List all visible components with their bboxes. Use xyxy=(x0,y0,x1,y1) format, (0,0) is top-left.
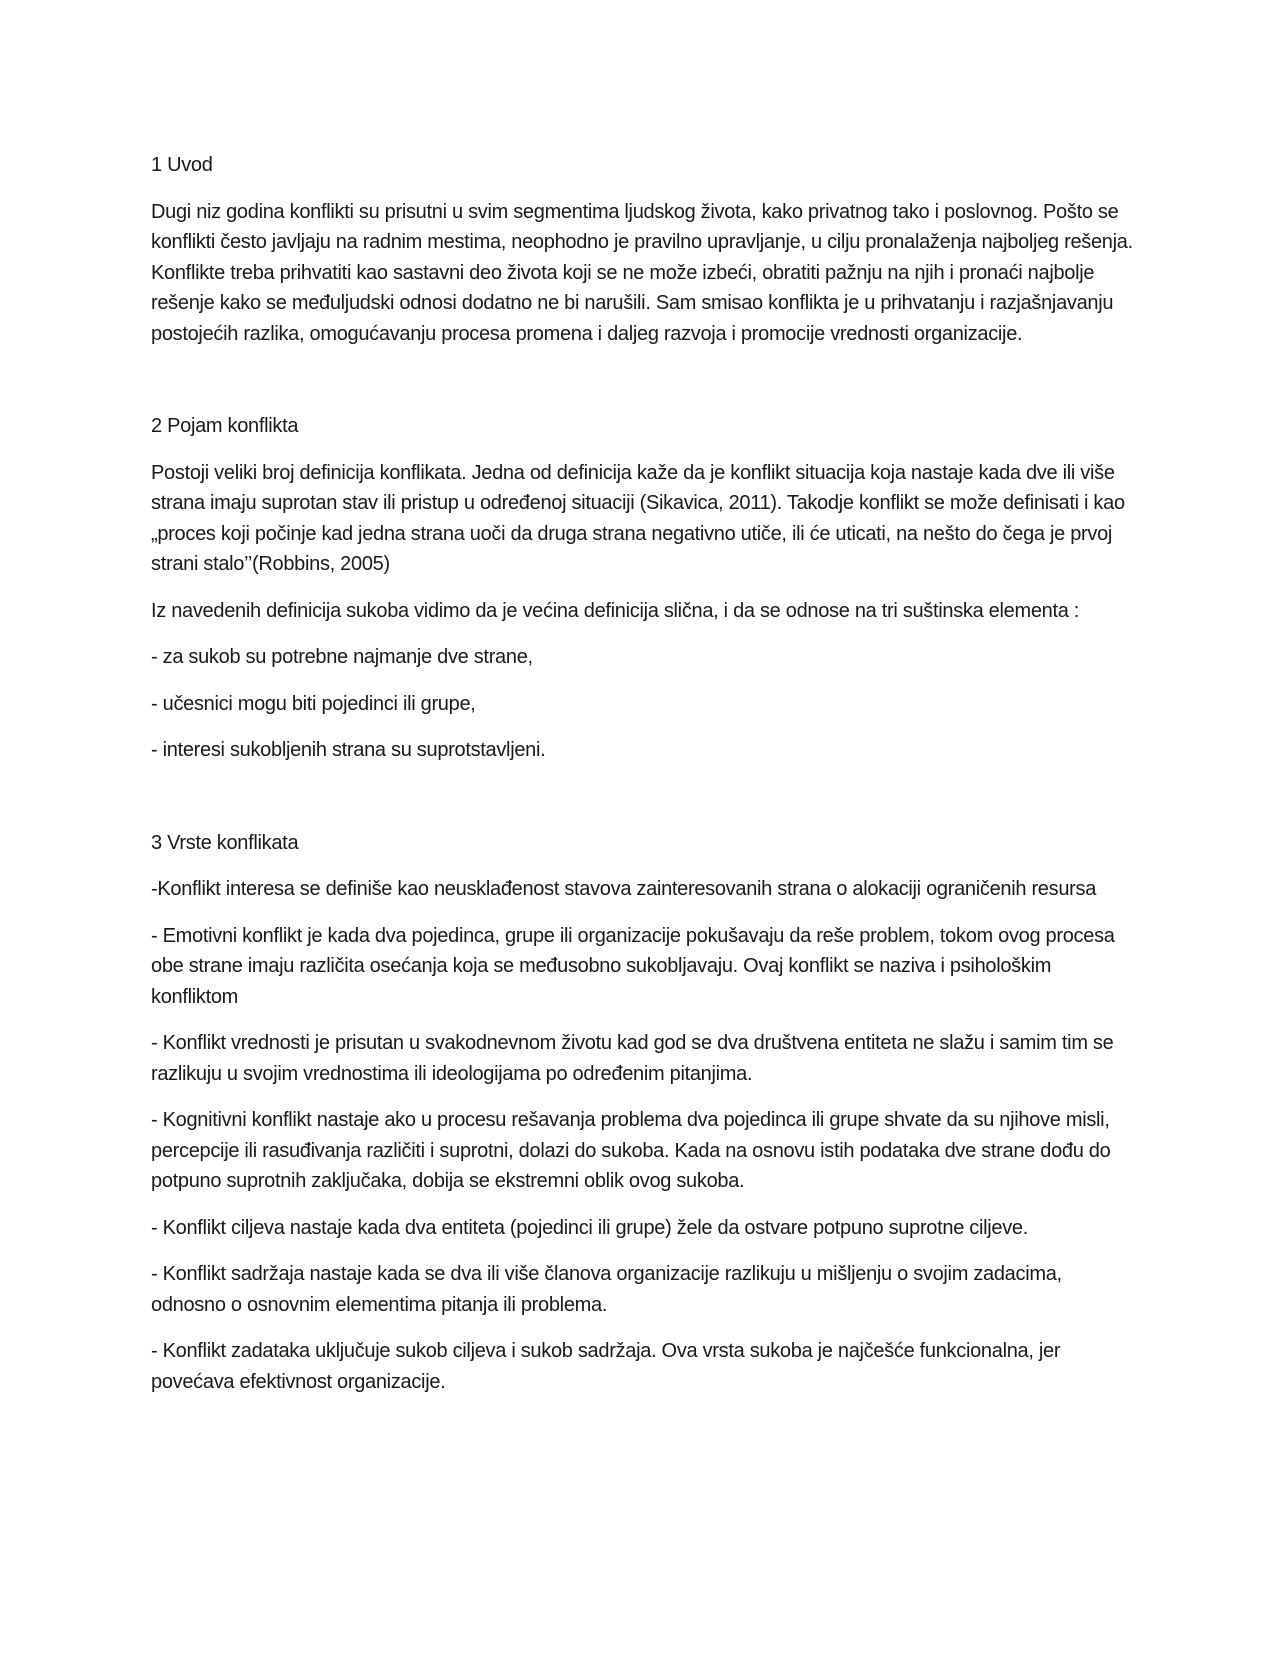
paragraph-elementi-intro: Iz navedenih definicija sukoba vidimo da je većina definicija slična, i da se odnose na tri suštinska elementa : xyxy=(151,599,1080,622)
section-heading-pojam-konflikta: 2 Pojam konflikta xyxy=(151,415,299,437)
list-item-konflikt-sadrzaja: - Konflikt sadržaja nastaje kada se dva ili više članova organizacije razlikuju u mišljenju o svojim zadacima, odnosno o osnovnim elementima pitanja ili problema. xyxy=(151,1263,1062,1316)
section-spacer xyxy=(151,782,1136,828)
list-item-konflikt-vrednosti: - Konflikt vrednosti je prisutan u svakodnevnom životu kad god se dva društvena entiteta ne slažu i samim tim se razlikuju u svojim vrednostima ili ideologijama po određenim pitanjima. xyxy=(151,1032,1114,1085)
list-item-element-3: - interesi sukobljenih strana su suprotstavljeni. xyxy=(151,739,546,761)
paragraph-definicije: Postoji veliki broj definicija konflikata. Jedna od definicija kaže da je konflikt situacija koja nastaje kada dve ili više strana imaju suprotan stav ili pristup u određenoj situaciji (Sikavica, 2011). Takodje konflikt se može definisati i kao „proces koji počinje kad jedna strana uoči da druga strana negativno utiče, ili će uticati, na nešto do čega je prvoj strani stalo’’(Robbins, 2005) xyxy=(151,461,1125,575)
list-item-emotivni-konflikt: - Emotivni konflikt je kada dva pojedinca, grupe ili organizacije pokušavaju da reše problem, tokom ovog procesa obe strane imaju različita osećanja koja se međusobno sukobljavaju. Ovaj konflikt se naziva i psihološkim konfliktom xyxy=(151,924,1115,1008)
section-heading-vrste-konflikata: 3 Vrste konflikata xyxy=(151,831,299,854)
section-spacer xyxy=(151,365,1136,411)
paragraph-uvod: Dugi niz godina konflikti su prisutni u svim segmentima ljudskog života, kako privatnog tako i poslovnog. Pošto se konflikti često javljaju na radnim mestima, neophodno je pravilno upravljanje, u cilju pronalaženja najboljeg rešenja. Konflikte treba prihvatiti kao sastavni deo života koji se ne može izbeći, obratiti pažnju na njih i pronaći najbolje rešenje kako se međuljudski odnosi dodatno ne bi narušili. Sam smisao konflikta je u prihvatanju i razjašnjavanju postojećih razlika, omogućavanju procesa promena i daljeg razvoja i promocije vrednosti organizacije. xyxy=(151,200,1133,345)
list-item-element-2: - učesnici mogu biti pojedinci ili grupe, xyxy=(151,692,476,715)
list-item-element-1: - za sukob su potrebne najmanje dve strane, xyxy=(151,646,533,668)
list-item-kognitivni-konflikt: - Kognitivni konflikt nastaje ako u procesu rešavanja problema dva pojedinca ili grupe shvate da su njihove misli, percepcije ili rasuđivanja različiti i suprotni, dolazi do sukoba. Kada na osnovu istih podataka dve strane dođu do potpuno suprotnih zaključaka, dobija se ekstremni oblik ovog sukoba. xyxy=(151,1109,1111,1192)
list-item-konflikt-interesa: -Konflikt interesa se definiše kao neusklađenost stavova zainteresovanih strana o alokaciji ograničenih resursa xyxy=(151,878,1097,900)
list-item-konflikt-zadataka: - Konflikt zadataka uključuje sukob ciljeva i sukob sadržaja. Ova vrsta sukoba je najčešće funkcionalna, jer povećava efektivnost organizacije. xyxy=(151,1340,1061,1393)
list-item-konflikt-ciljeva: - Konflikt ciljeva nastaje kada dva entiteta (pojedinci ili grupe) žele da ostvare potpuno suprotne ciljeve. xyxy=(151,1216,1029,1239)
section-heading-uvod: 1 Uvod xyxy=(151,154,213,176)
document-page xyxy=(151,150,1136,1413)
